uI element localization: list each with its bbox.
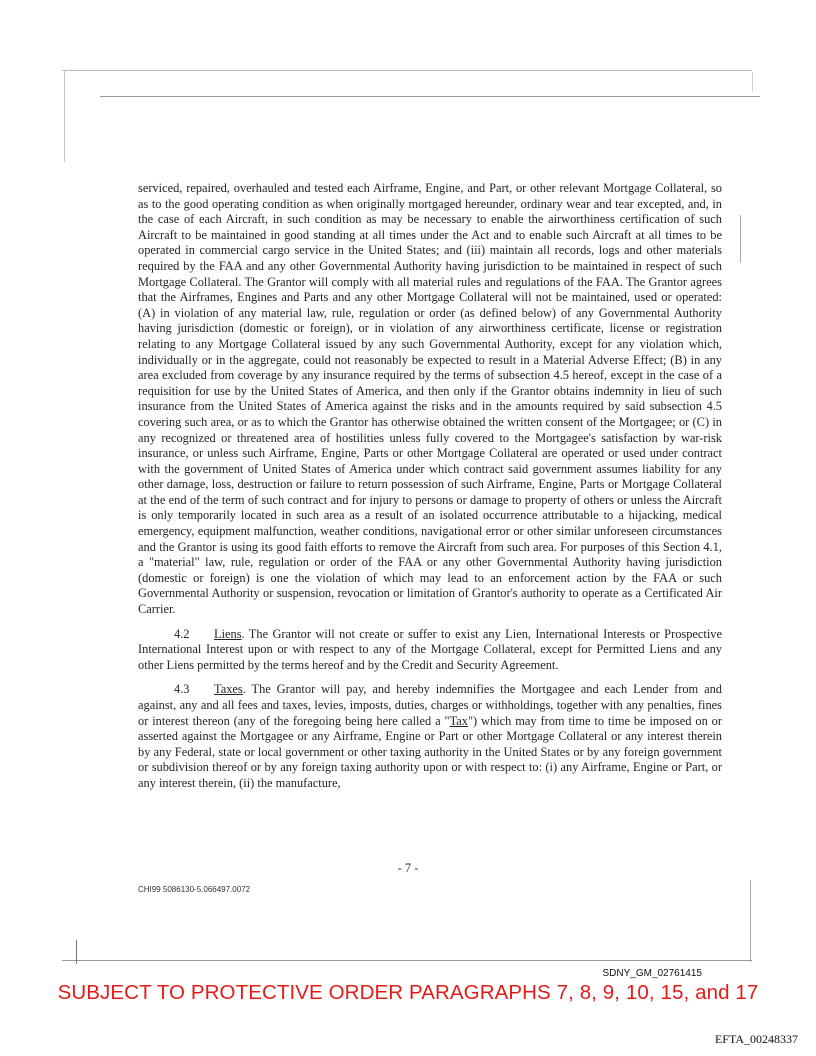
section-4-2 <box>138 627 722 674</box>
section-number: 4.3 <box>174 682 190 697</box>
paragraph-continuation: serviced, repaired, overhauled and tested each Airframe, Engine, and Part, or other relevant Mortgage Collateral, so as to the good operating condition as when originally mortgaged hereunder, ordinary wear and tear excepted, and, in the case of each Aircraft, in such condition as may be necessary to enable the airworthiness certification of such Aircraft to be maintained in good standing at all times under the Act and to enable such Aircraft at all times to be operated in commercial cargo service in the United States; and (iii) maintain all records, logs and other materials required by the FAA and any other Governmental Authority having jurisdiction to be maintained in respect of such Mortgage Collateral. The Grantor will comply with all material rules and regulations of the FAA. The Grantor agrees that the Airframes, Engines and Parts and any other Mortgage Collateral will not be maintained, used or operated: (A) in violation of any material law, rule, regulation or order (as defined below) of any Governmental Authority having jurisdiction (domestic or foreign), or in violation of any airworthiness certificate, license or registration relating to any Mortgage Collateral issued by any such Governmental Authority, except for any violation which, individually or in the aggregate, could not reasonably be expected to result in a Material Adverse Effect; (B) in any area excluded from coverage by any insurance required by the terms of subsection 4.5 hereof, except in the case of a requisition for use by the United States of America, and then only if the Grantor obtains indemnity in lieu of such insurance from the United States of America against the risks and in the amounts required by said subsection 4.5 covering such area, or as to which the Grantor has otherwise obtained the written consent of the Mortgagee; or (C) in any recognized or threatened area of hostilities unless fully covered to the Mortgagee's satisfaction by war-risk insurance, or unless such Airframe, Engine, Parts or other Mortgage Collateral are operated or used under contract with the government of United States of America under which contract said government assumes liability for any other damage, loss, destruction or failure to return possession of such Airframe, Engine, Parts or Mortgage Collateral at the end of the term of such contract and for injury to persons or damage to property of others or unless the Aircraft is only temporarily located in such area as a result of an isolated occurrence attributable to a hijacking, medical emergency, equipment malfunction, weather conditions, navigational error or other similar unforeseen circumstances and the Grantor is using its good faith efforts to remove the Aircraft from such area. For purposes of this Section 4.1, a "material" law, rule, regulation or order of the FAA or any other Governmental Authority having jurisdiction (domestic or foreign) is one the violation of which may lead to an enforcement action by the FAA or such Governmental Authority or suspension, revocation or limitation of Grantor's authority to operate as a Certificated Air Carrier. <box>138 181 722 617</box>
scan-frame-left <box>64 70 65 162</box>
scan-frame-top <box>62 70 752 71</box>
document-code: CHI99 5086130-5.066497.0072 <box>138 885 251 894</box>
defined-term: Tax <box>449 713 468 728</box>
scan-frame-bottom <box>62 960 752 961</box>
section-heading: Taxes <box>214 682 243 697</box>
section-4-3 <box>138 682 722 791</box>
document-body <box>138 181 722 792</box>
bates-number: SDNY_GM_02761415 <box>602 968 702 979</box>
scan-frame-top-rule <box>100 96 760 97</box>
scan-frame-bottom-right <box>750 880 751 962</box>
section-heading: Liens <box>214 626 242 641</box>
section-text: . The Grantor will pay, and hereby indemnifies the Mortgagee and each Lender from and against, any and all fees and taxes, levies, imposts, duties, charges or withholdings, together with any penalties, fines or interest thereon (any of the foregoing being here called a " <box>138 682 722 728</box>
scan-mark-left <box>76 940 77 964</box>
scan-mark-right <box>740 215 741 263</box>
efta-number: EFTA_00248337 <box>714 1032 798 1046</box>
page-number: - 7 - <box>397 861 419 875</box>
section-text-continued: ") which may from time to time be imposed on or asserted against the Mortgagee or any Airframe, Engine or Part or other Mortgage Collateral or any interest therein by any Federal, state or local government or other taxing authority in the United States or by any foreign government or subdivision thereof or by any foreign taxing authority upon or with respect to: (i) any Airframe, Engine or Part, or any interest therein, (ii) the manufacture, <box>138 713 723 790</box>
protective-order-notice: SUBJECT TO PROTECTIVE ORDER PARAGRAPHS 7, 8, 9, 10, 15, and 17 <box>57 981 759 1004</box>
section-number: 4.2 <box>174 626 190 641</box>
scan-frame-right <box>752 72 753 92</box>
section-text: . The Grantor will not create or suffer to exist any Lien, International Interests or Prospective International Interest upon or with respect to any of the Mortgage Collateral, except for Permitted Liens and any other Liens permitted by the terms hereof and by the Credit and Security Agreement. <box>138 626 722 672</box>
